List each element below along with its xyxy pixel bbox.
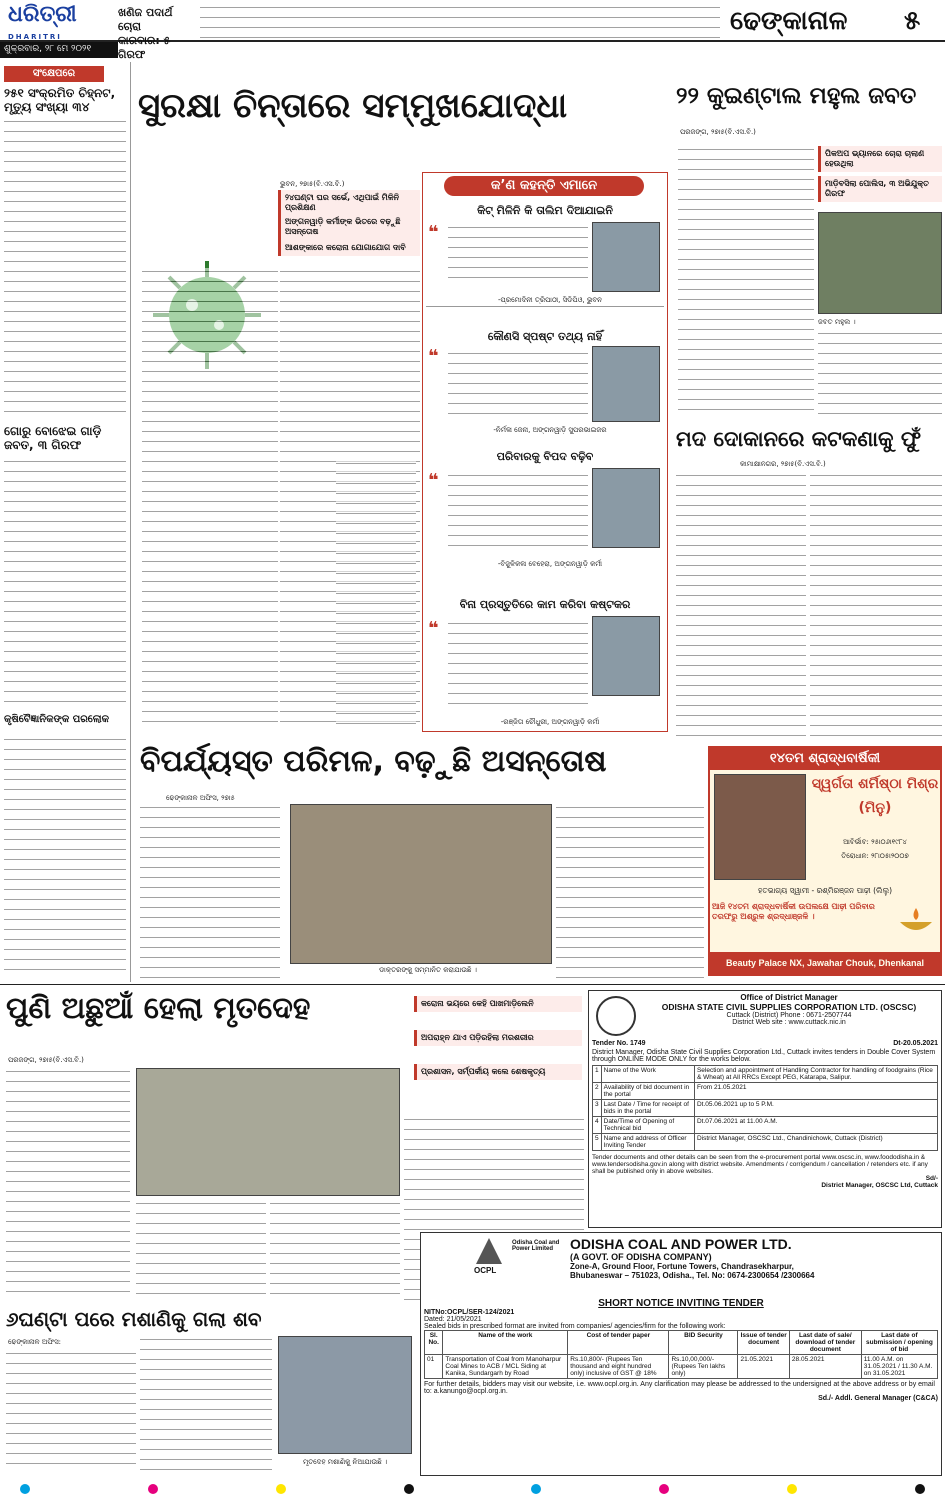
quote-mark-icon: ❝: [428, 222, 439, 243]
oscsc-name: ODISHA STATE CIVIL SUPPLIES CORPORATION LTD. (OSCSC): [661, 1002, 917, 1012]
obituary-sponsor: Beauty Palace NX, Jawahar Chouk, Dhenkanal: [710, 952, 940, 974]
ticker-text: [200, 4, 720, 38]
bottom-point-3: ପ୍ରଶାସନ, ସର୍ମ୍ପର୍କୀୟ କଲେ ଶେଷକୃତ୍ୟ: [414, 1064, 582, 1080]
bottom-text-2: [136, 1200, 266, 1302]
brief-headline-3: କୃଷିବୈଜ୍ଞାନିକଙ୍କ ପରଲୋକ: [4, 714, 110, 725]
liquor-text-1: [676, 472, 806, 742]
quote-3-text: [448, 472, 588, 552]
bottom-byline: ପରଜଙ୍ଗ, ୨୭ା୫(ବି.ଏସ.ବି.): [8, 1056, 84, 1064]
table-row: [593, 1117, 938, 1134]
bottom-point-1: କରୋନା ଭୟରେ କେହି ପାଖମାଡ଼ିଲେନି: [414, 996, 582, 1012]
cell: 28.05.2021: [789, 1355, 861, 1379]
yellow-dot-icon: [276, 1484, 286, 1494]
cell: Dt.05.06.2021 up to 5 P.M.: [694, 1100, 937, 1117]
right-headline: ୨୨ କୁଇଣ୍ଟାଲ ମହୁଲ ଜବତ: [676, 83, 917, 109]
table-row: [425, 1331, 938, 1355]
right-photo-caption: ଜବତ ମହୁଲ ।: [818, 318, 856, 326]
black-dot-icon: [404, 1484, 414, 1494]
cell: 2: [593, 1083, 602, 1100]
bottom-photo-2-caption: ମୃତଦେହ ମଶାଣିକୁ ନିଆଯାଉଛି ।: [302, 1458, 388, 1466]
bottom-byline-2: ଢେଙ୍କାନାଳ ଅଫିସ:: [8, 1338, 61, 1346]
table-row: [593, 1134, 938, 1151]
cell: Availability of bid document in the portal: [601, 1083, 694, 1100]
cell: Transportation of Coal from Manoharpur Coal Mines to ACB / MCL Siding at Kanika, Sundargarh by Road: [443, 1355, 568, 1379]
quote-3-author: -ବିଜୁଳିକଳା ବେହେରା, ଅଙ୍ଗନୱାଡ଼ି କର୍ମୀ: [497, 560, 603, 568]
lead-text-col-3: [336, 460, 416, 730]
obituary-born: ଆବିର୍ଭାବ: ୨୫ା୦୬ା୧୯୮୪: [843, 838, 907, 846]
quote-4-title: ବିନା ପ୍ରସ୍ତୁତିରେ କାମ କରିବା କଷ୍ଟକର: [459, 598, 631, 611]
middle-headline: ବିପର୍ଯ୍ୟସ୍ତ ପରିମଳ, ବଢ଼ୁଛି ଅସନ୍ତୋଷ: [140, 744, 607, 779]
flash-headline: ଖଣିଜ ପଦାର୍ଥ ଚୋରା କାରବାର: ୫ ଗିରଫ: [118, 6, 173, 61]
lead-point-1: ୨୪ଘଣ୍ଟା ଘର ସର୍ଭେ, ଏଥିପାଇଁ ମିଳିନି ପ୍ରଶିକ୍ଷଣ: [278, 190, 420, 216]
cell: 5: [593, 1134, 602, 1151]
cell: 4: [593, 1117, 602, 1134]
cell: Name of the work: [443, 1331, 568, 1355]
ocpl-footer: For further details, bidders may visit our website, i.e. www.ocpl.org.in. Any clarification may please be addressed to the undersigned at the above address or by email to: a.kanungo@ocpl.org.in.: [424, 1381, 935, 1395]
ocpl-sub: (A GOVT. OF ODISHA COMPANY): [570, 1252, 712, 1262]
quote-1-author: -ପ୍ରମୋଦିନୀ ତ୍ରିପାଠୀ, ସିଡିପିଓ, ଭୁବନ: [498, 296, 602, 304]
cell: 21.05.2021: [738, 1355, 789, 1379]
middle-text-1: [140, 804, 280, 980]
middle-photo: [290, 804, 552, 964]
yellow-dot-icon: [787, 1484, 797, 1494]
oscsc-phone: Cuttack (District) Phone : 0671-2507744: [726, 1012, 852, 1019]
obituary-died: ତିରୋଧାନ: ୨୮ା୦୫ା୨୦୦୭: [841, 852, 909, 860]
middle-photo-caption: ଡାକ୍ତରଙ୍କୁ ସମ୍ମାନିତ କରାଯାଉଛି ।: [379, 966, 477, 974]
cyan-dot-icon: [531, 1484, 541, 1494]
middle-text-2: [556, 804, 704, 980]
black-dot-icon: [915, 1484, 925, 1494]
ocpl-table: [424, 1330, 938, 1379]
obituary-husband: ହତଭାଗ୍ୟ ସ୍ୱାମୀ - ରଶ୍ମିରଞ୍ଜନ ପାଢ଼ୀ (ଲିଲୁ): [757, 886, 893, 895]
magenta-dot-icon: [659, 1484, 669, 1494]
cell: Dt.07.06.2021 at 11.00 A.M.: [694, 1117, 937, 1134]
cell: Sl. No.: [425, 1331, 443, 1355]
bottom-photo-2: [278, 1336, 412, 1454]
quote-mark-icon: ❝: [428, 346, 439, 367]
ocpl-title: SHORT NOTICE INVITING TENDER: [598, 1298, 764, 1309]
quote-3-photo: [592, 468, 660, 548]
cell: Name of the Work: [601, 1066, 694, 1083]
cyan-dot-icon: [20, 1484, 30, 1494]
right-byline: ପରଜଙ୍ଗ, ୨୭ା୫(ବି.ଏସ.ବି.): [680, 128, 756, 136]
table-row: [593, 1083, 938, 1100]
ocpl-nit: NITNo:OCPL/SER-124/2021: [424, 1309, 515, 1316]
right-photo: [818, 212, 942, 314]
ocpl-logo-text: Odisha Coal and Power Limited: [512, 1240, 560, 1252]
table-row: [593, 1066, 938, 1083]
column-rule: [130, 62, 131, 982]
quote-2-text: [448, 350, 588, 414]
cell: Rs.10,00,000/- (Rupees Ten lakhs only): [669, 1355, 738, 1379]
bottom-text-3: [270, 1200, 400, 1302]
quote-2-author: -ନିର୍ମଳା ଜେନା, ଅଙ୍ଗନୱାଡ଼ି ସୁପରଭାଇଜର: [493, 426, 607, 434]
dateline: ଶୁକ୍ରବାର, ୨୮ ମେ ୨୦୨୧: [0, 42, 118, 58]
brief-text-3: [4, 736, 126, 976]
table-row: [593, 1100, 938, 1117]
quote-1-title: କିଟ୍ ମିଳିନି କି ତାଲିମ ଦିଆଯାଇନି: [477, 204, 613, 217]
cell: From 21.05.2021: [694, 1083, 937, 1100]
liquor-headline: ମଦ ଦୋକାନରେ କଟକଣାକୁ ଫୁଁ: [676, 427, 921, 451]
lead-text-col-1: [142, 268, 278, 730]
bottom-point-2: ଅପରାହ୍ନ ଯାଏ ପଡ଼ିରହିଲା ମରଶରୀର: [414, 1030, 582, 1046]
liquor-text-2: [810, 472, 942, 742]
briefs-label: ସଂକ୍ଷେପରେ: [4, 66, 104, 82]
print-registration-bar: [0, 1480, 945, 1498]
oscsc-footer: Tender documents and other details can be seen from the e-procurement portal www.oscsc.in, www.foododisha.in & www.tendersodisha.gov.in along with district website. Amendments / corrigendum / cancellation / retenders etc. if any shall be published only in above websites.: [592, 1154, 928, 1175]
obituary-nickname: (ମିନୁ): [858, 800, 892, 816]
brief-text-1: [4, 118, 126, 418]
right-text-2: [818, 330, 942, 416]
middle-byline: ଢେଙ୍କାନାଳ ଅଫିସ, ୨୭ା୫: [166, 794, 235, 802]
diya-lamp-icon: [896, 906, 936, 936]
quote-4-photo: [592, 616, 660, 696]
ocpl-dated: Dated: 21/05/2021: [424, 1316, 482, 1323]
liquor-byline: କାମାକ୍ଷାନଗର, ୨୭ା୫(ବି.ଏସ.ବି.): [740, 460, 826, 468]
cell: 1: [593, 1066, 602, 1083]
district-name: ଢେଙ୍କାନାଳ: [730, 6, 848, 36]
brief-headline-2: ଗୋରୁ ବୋଝେଇ ଗାଡ଼ି ଜବତ, ୩ ଗିରଫ: [4, 424, 102, 452]
brief-text-2: [4, 458, 126, 708]
quote-1-photo: [592, 222, 660, 292]
oscsc-web: District Web site : www.cuttack.nic.in: [732, 1019, 846, 1026]
obituary-photo: [714, 774, 806, 880]
right-text: [678, 146, 814, 416]
cell: Cost of tender paper: [568, 1331, 669, 1355]
quote-mark-icon: ❝: [428, 618, 439, 639]
bottom-text-1: [6, 1068, 130, 1298]
oscsc-tender-date: Dt-20.05.2021: [893, 1040, 938, 1047]
ocpl-intro: Sealed bids in prescribed format are invited from companies/ agencies/firm for the following work:: [424, 1323, 726, 1330]
magenta-dot-icon: [148, 1484, 158, 1494]
bottom-text-6: [140, 1336, 272, 1472]
cell: Selection and appointment of Handling Contractor for handling of foodgrains (Rice & Wheat) at All RRCs Except PEG, Katarapa, Salipur.: [694, 1066, 937, 1083]
quote-4-text: [448, 620, 588, 712]
bottom-text-5: [6, 1350, 136, 1472]
quote-2-title: କୌଣସି ସ୍ପଷ୍ଟ ତଥ୍ୟ ନାହିଁ: [487, 330, 603, 343]
ocpl-name: ODISHA COAL AND POWER LTD.: [570, 1236, 792, 1252]
bottom-headline-2: ୬ଘଣ୍ଟା ପରେ ମଶାଣିକୁ ଗଲା ଶବ: [6, 1307, 262, 1331]
cell: Last date of sale/ download of tender document: [789, 1331, 861, 1355]
quote-2-photo: [592, 346, 660, 422]
ocpl-sign: Sd./- Addl. General Manager (C&CA): [818, 1395, 938, 1402]
bottom-headline: ପୁଣି ଅଛୁଆଁ ହେଲା ମୃତଦେହ: [6, 991, 311, 1026]
ocpl-addr-1: Zone-A, Ground Floor, Fortune Towers, Chandrasekharpur,: [570, 1262, 794, 1271]
quote-1-text: [448, 224, 588, 284]
lead-headline: ସୁରକ୍ଷା ଚିନ୍ତାରେ ସମ୍ମୁଖଯୋଦ୍ଧା: [138, 86, 568, 126]
right-point-2: ମାଡ଼ିବସିଲା ପୋଲିସ, ୩ ଅଭିଯୁକ୍ତ ଗିରଫ: [818, 176, 942, 202]
section-rule: [0, 984, 945, 985]
quote-3-title: ପରିବାରକୁ ବିପଦ ବଢ଼ିବ: [496, 450, 594, 463]
quote-4-author: -ରଞ୍ଜିତା ଚୌଧୁରୀ, ଅଙ୍ଗନୱାଡ଼ି କର୍ମୀ: [500, 718, 600, 726]
lead-byline: ଭୁବନ, ୨୭ା୫(ବି.ଏସ.ବି.): [280, 180, 345, 188]
obituary-tribute: ଆଜି ୧୪ତମ ଶ୍ରାଦ୍ଧବାର୍ଷିକୀ ଉପଲକ୍ଷେ ପାଢ଼ୀ ପରିବାର ତରଫରୁ ଅଶ୍ରୁଳ ଶ୍ରଦ୍ଧାଞ୍ଜଳି ।: [712, 902, 875, 921]
lead-point-3: ଆଶଙ୍କାରେ କରୋନା ଯୋଗାଯୋଗ ଦାବି: [278, 240, 420, 256]
obituary-name: ସ୍ୱର୍ଗତା ଶର୍ମିଷ୍ଠା ମିଶ୍ର: [811, 776, 939, 792]
oscsc-tender-no: Tender No. 1749: [592, 1040, 646, 1047]
cell: Last Date / Time for receipt of bids in the portal: [601, 1100, 694, 1117]
quote-mark-icon: ❝: [428, 470, 439, 491]
cell: Rs.10,800/- (Rupees Ten thousand and eight hundred only) inclusive of GST @ 18%: [568, 1355, 669, 1379]
ocpl-logo-label: OCPL: [474, 1266, 497, 1275]
brief-headline-1: ୨୫୧ ସଂକ୍ରମିତ ଚିହ୍ନଟ, ମୃତ୍ୟୁ ସଂଖ୍ୟା ୩୪: [4, 86, 116, 114]
cell: Issue of tender document: [738, 1331, 789, 1355]
bottom-photo-1: [136, 1068, 400, 1196]
obituary-title: ୧୪ତମ ଶ୍ରାଦ୍ଧବାର୍ଷିକୀ: [710, 748, 940, 770]
quote-panel-title: କ’ଣ କହନ୍ତି ଏମାନେ: [444, 176, 644, 196]
cell: Name and address of Officer Inviting Tender: [601, 1134, 694, 1151]
ocpl-addr-2: Bhubaneswar – 751023, Odisha., Tel. No: 0674-2300654 /2300664: [570, 1271, 815, 1280]
oscsc-sign: Sd/-: [925, 1175, 938, 1182]
cell: District Manager, OSCSC Ltd., Chandinichowk, Cuttack (District): [694, 1134, 937, 1151]
right-point-1: ପିକଅପ ଭ୍ୟାନରେ ଚୋରା ଚାଲାଣ ହେଉଥିଲା: [818, 146, 942, 172]
oscsc-sign-role: District Manager, OSCSC Ltd, Cuttack: [821, 1182, 938, 1189]
lead-point-2: ଅଙ୍ଗନୱାଡ଼ି କର୍ମୀଙ୍କ ଭିତରେ ବଢ଼ୁଛି ଅସନ୍ତୋଷ: [278, 214, 420, 240]
quote-divider: [426, 306, 664, 307]
cell: Last date of submission / opening of bid: [861, 1331, 937, 1355]
cell: 01: [425, 1355, 443, 1379]
cell: Date/Time of Opening of Technical bid: [601, 1117, 694, 1134]
cell: 11.00 A.M. on 31.05.2021 / 11.30 A.M. on 31.05.2021: [861, 1355, 937, 1379]
oscsc-office: Office of District Manager: [740, 993, 838, 1002]
oscsc-intro: District Manager, Odisha State Civil Supplies Corporation Ltd., Cuttack invites tenders in Double Cover System through ONLINE MODE ONLY for the works below.: [592, 1049, 936, 1063]
cell: BID Security: [669, 1331, 738, 1355]
table-row: [425, 1355, 938, 1379]
oscsc-table: [592, 1065, 938, 1151]
oscsc-logo-icon: [596, 996, 636, 1036]
page-number: ୫: [904, 6, 921, 36]
cell: 3: [593, 1100, 602, 1117]
newspaper-logo: ଧରିତ୍ରୀ DHARITRI: [8, 2, 77, 41]
